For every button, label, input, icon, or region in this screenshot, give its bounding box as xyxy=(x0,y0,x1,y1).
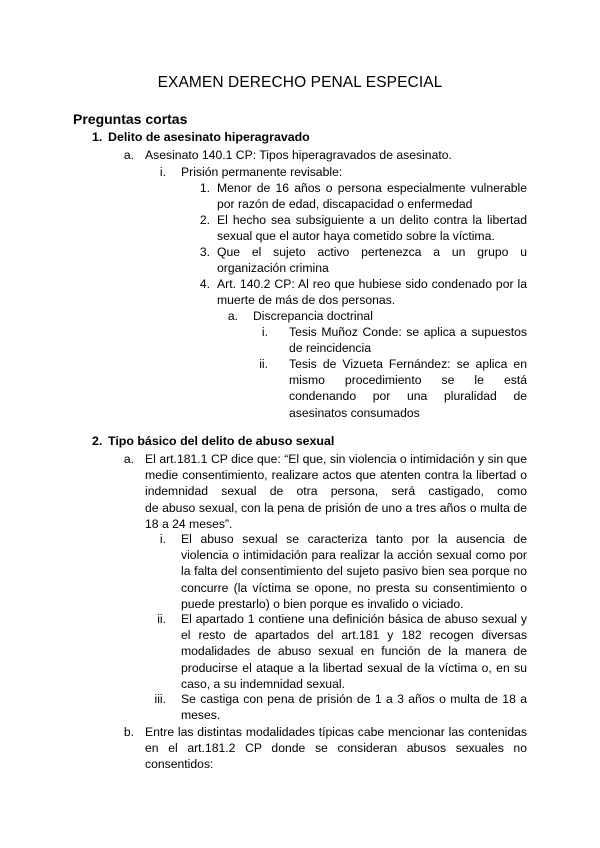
q2-b-line: consentidos: xyxy=(145,757,214,772)
q2-b-line: Entre las distintas modalidades típicas cabe mencionar las contenidas xyxy=(145,725,527,739)
q2-point-3 xyxy=(181,691,527,723)
q2-a-line: El art.181.1 CP dice que: “El que, sin violencia o intimidación y sin que xyxy=(145,452,527,466)
q2-b-text xyxy=(145,724,527,773)
tesis-2-line: Tesis de Vizueta Fernández: se aplica en xyxy=(289,357,527,371)
q1-item-2-marker: 2. xyxy=(199,213,210,227)
q1-item-1-line: por razón de edad, discapacidad o enfermedad xyxy=(217,197,473,212)
q2-point-2-line: modalidades de abuso sexual en función de la manera de xyxy=(181,644,527,659)
q2-a-line: medie consentimiento, realizare actos que atenten contra la libertad o xyxy=(145,468,527,483)
q1-item-4 xyxy=(217,276,527,308)
q1-item-1 xyxy=(217,180,527,212)
q1-item-3-line: organización crimina xyxy=(217,261,329,276)
q1-item-1-marker: 1. xyxy=(199,181,210,195)
tesis-1-line: Tesis Muñoz Conde: se aplica a supuestos xyxy=(289,325,527,339)
tesis-2-line: mismo procedimiento se le está xyxy=(289,373,527,388)
q2-heading: Tipo básico del delito de abuso sexual xyxy=(108,434,335,448)
tesis-2-line: condenando por una pluralidad de xyxy=(289,389,527,404)
q1-item-4-marker: 4. xyxy=(199,277,210,291)
q2-b-line: en el art.181.2 CP donde se consideran abusos sexuales no xyxy=(145,741,527,756)
q2-point-2-line: el resto de apartados del art.181 y 182 recogen diversas xyxy=(181,628,527,643)
q2-point-1-line: El abuso sexual se caracteriza tanto por la ausencia de xyxy=(181,532,527,546)
tesis-2 xyxy=(289,356,527,421)
tesis-1-marker: i. xyxy=(261,325,268,339)
q2-point-1-line: puede prestarlo) o bien porque es invalido o viciado. xyxy=(181,596,464,611)
q2-a-line: 18 a 24 meses”. xyxy=(145,516,233,531)
q2-point-3-marker: iii. xyxy=(154,692,166,706)
q2-point-3-line: meses. xyxy=(181,708,221,723)
q2-point-1-line: la falta del consentimiento del sujeto pasivo bien sea porque no xyxy=(181,564,527,579)
q1-item-2-line: sexual que el autor haya cometido sobre la víctima. xyxy=(217,229,495,244)
q2-a-line: indemnidad sexual de otra persona, será castigado, como xyxy=(145,484,527,499)
q2-point-2-marker: ii. xyxy=(157,612,166,626)
q1-a-text: Asesinato 140.1 CP: Tipos hiperagravados de asesinato. xyxy=(145,148,452,162)
q1-i-marker: i. xyxy=(159,165,166,179)
q2-a-text xyxy=(145,451,527,532)
q1-heading: Delito de asesinato hiperagravado xyxy=(108,130,310,144)
q1-a-marker: a. xyxy=(123,148,134,162)
q1-item-4-line: muerte de más de dos personas. xyxy=(217,293,396,308)
q1-item-2-line: El hecho sea subsiguiente a un delito contra la libertad xyxy=(217,213,527,227)
q2-point-1-marker: i. xyxy=(159,532,166,546)
q1-item-4-line: Art. 140.2 CP: Al reo que hubiese sido condenado por la xyxy=(217,277,527,291)
q2-point-1 xyxy=(181,531,527,612)
q2-point-1-line: violencia o intimidación para realizar la acción sexual como por xyxy=(181,548,527,563)
q2-number: 2. xyxy=(92,434,103,448)
q1-sub-a-text: Discrepancia doctrinal xyxy=(253,309,373,323)
q1-item-3 xyxy=(217,244,527,276)
q2-point-2 xyxy=(181,611,527,692)
q2-point-1-line: concurre (la víctima se opone, no presta su consentimiento o xyxy=(181,580,527,595)
q1-item-2 xyxy=(217,212,527,244)
tesis-1 xyxy=(289,324,527,356)
tesis-2-line: asesinatos consumados xyxy=(289,405,420,420)
q1-sub-a-marker: a. xyxy=(227,309,238,323)
q2-point-2-line: caso, a su indemnidad sexual. xyxy=(181,676,345,691)
q2-b-marker: b. xyxy=(123,725,134,739)
page-title: EXAMEN DERECHO PENAL ESPECIAL xyxy=(157,74,443,91)
q2-point-3-line: Se castiga con pena de prisión de 1 a 3 años o multa de 18 a xyxy=(181,692,527,706)
section-heading: Preguntas cortas xyxy=(73,111,188,127)
tesis-1-line: de reincidencia xyxy=(289,341,371,356)
q1-i-text: Prisión permanente revisable: xyxy=(181,165,343,179)
q1-item-3-line: Que el sujeto activo pertenezca a un grupo u xyxy=(217,245,527,259)
q2-a-line: de abuso sexual, con la pena de prisión de uno a tres años o multa de xyxy=(145,500,527,515)
q2-point-2-line: El apartado 1 contiene una definición básica de abuso sexual y xyxy=(181,612,527,626)
tesis-2-marker: ii. xyxy=(259,357,268,371)
q1-number: 1. xyxy=(92,130,103,144)
q2-a-marker: a. xyxy=(123,452,134,466)
q1-item-1-line: Menor de 16 años o persona especialmente vulnerable xyxy=(217,181,527,195)
q1-item-3-marker: 3. xyxy=(199,245,210,259)
q2-point-2-line: producirse el ataque a la libertad sexual de la víctima o, en su xyxy=(181,660,527,675)
